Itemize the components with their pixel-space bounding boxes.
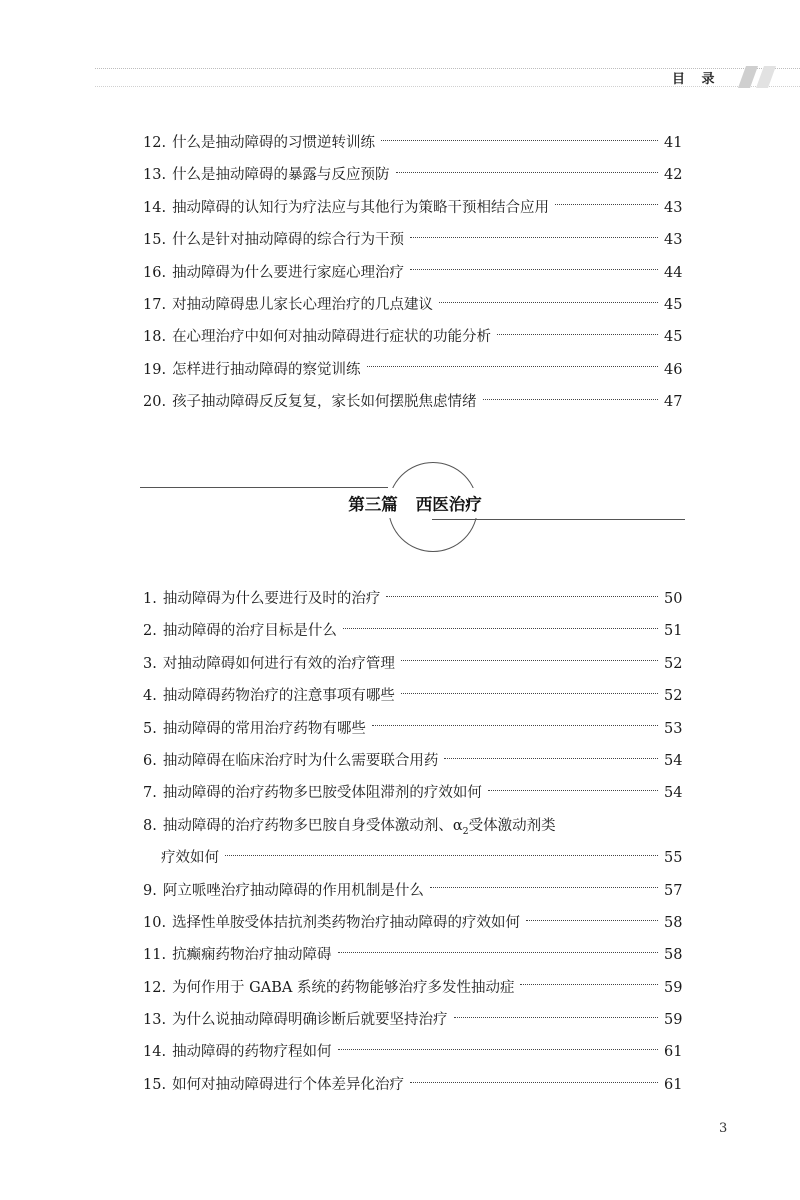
entry-number: 10. xyxy=(143,914,167,931)
entry-number: 15. xyxy=(143,232,167,249)
toc-entry[interactable] xyxy=(143,745,682,777)
leader-dots xyxy=(410,269,658,270)
entry-page: 52 xyxy=(664,655,683,672)
entry-number: 18. xyxy=(143,329,167,346)
entry-title: 抽动障碍的认知行为疗法应与其他行为策略干预相结合应用 xyxy=(172,199,550,216)
entry-title: 抽动障碍的常用治疗药物有哪些 xyxy=(162,720,366,737)
entry-title: 疗效如何 xyxy=(161,850,219,867)
part-number: 第三篇 xyxy=(348,495,398,514)
leader-dots xyxy=(367,366,658,367)
toc-entry[interactable] xyxy=(143,1036,682,1068)
leader-dots xyxy=(401,660,658,661)
leader-dots xyxy=(520,984,658,985)
entry-title: 怎样进行抽动障碍的察觉训练 xyxy=(172,361,361,378)
entry-title: 抽动障碍药物治疗的注意事项有哪些 xyxy=(162,688,395,705)
entry-title: 抽动障碍的治疗目标是什么 xyxy=(162,623,337,640)
entry-number: 13. xyxy=(143,167,167,184)
entry-title: 阿立哌唑治疗抽动障碍的作用机制是什么 xyxy=(162,882,424,899)
leader-dots xyxy=(444,758,658,759)
leader-dots xyxy=(225,855,658,856)
leader-dots xyxy=(454,1017,658,1018)
entry-number: 20. xyxy=(143,394,167,411)
leader-dots xyxy=(372,725,658,726)
entry-number: 5. xyxy=(143,720,157,737)
entry-page: 61 xyxy=(664,1044,683,1061)
entry-title: 对抽动障碍如何进行有效的治疗管理 xyxy=(162,655,395,672)
toc-entry[interactable] xyxy=(143,127,682,159)
entry-title: 抽动障碍在临床治疗时为什么需要联合用药 xyxy=(162,752,439,769)
entry-number: 15. xyxy=(143,1076,167,1093)
part-title xyxy=(320,488,510,518)
entry-page: 43 xyxy=(664,232,683,249)
toc-entry[interactable] xyxy=(143,875,682,907)
entry-page: 59 xyxy=(664,1012,683,1029)
toc-entry[interactable] xyxy=(143,224,682,256)
entry-number: 17. xyxy=(143,296,167,313)
toc-entry[interactable] xyxy=(143,321,682,353)
toc-entry[interactable] xyxy=(143,777,682,809)
entry-number: 2. xyxy=(143,623,157,640)
entry-title: 为什么说抽动障碍明确诊断后就要坚持治疗 xyxy=(172,1012,448,1029)
toc-entry[interactable] xyxy=(143,159,682,191)
leader-dots xyxy=(526,920,658,921)
entry-page: 58 xyxy=(664,947,683,964)
header-stripe xyxy=(738,66,758,88)
entry-title: 对抽动障碍患儿家长心理治疗的几点建议 xyxy=(172,296,434,313)
leader-dots xyxy=(338,1049,658,1050)
page-number: 3 xyxy=(719,1121,728,1136)
leader-dots xyxy=(396,172,658,173)
entry-title-part: 抽动障碍的治疗药物多巴胺自身受体激动剂、α xyxy=(162,817,463,834)
entry-number: 7. xyxy=(143,785,157,802)
toc-entry[interactable] xyxy=(143,907,682,939)
entry-title: 抽动障碍为什么要进行及时的治疗 xyxy=(162,591,381,607)
leader-dots xyxy=(410,1082,658,1083)
entry-number: 11. xyxy=(143,947,167,964)
entry-page: 61 xyxy=(664,1076,683,1093)
toc-entry[interactable] xyxy=(143,354,682,386)
leader-dots xyxy=(483,399,658,400)
toc-entry[interactable] xyxy=(143,1004,682,1036)
entry-page: 41 xyxy=(664,135,683,151)
leader-dots xyxy=(439,302,658,303)
toc-entry[interactable] xyxy=(143,583,682,615)
running-header-title: 目 录 xyxy=(672,71,721,87)
entry-page: 43 xyxy=(664,199,683,216)
entry-page: 45 xyxy=(664,296,683,313)
entry-number: 13. xyxy=(143,1012,167,1029)
entry-title: 选择性单胺受体拮抗剂类药物治疗抽动障碍的疗效如何 xyxy=(172,914,521,931)
part-heading xyxy=(140,458,685,558)
entry-title: 什么是抽动障碍的暴露与反应预防 xyxy=(172,167,390,184)
entry-title: 为何作用于 GABA 系统的药物能够治疗多发性抽动症 xyxy=(172,979,515,996)
entry-number: 3. xyxy=(143,655,157,672)
entry-number: 14. xyxy=(143,1044,167,1061)
toc-entry[interactable] xyxy=(143,192,682,224)
entry-title: 抽动障碍的治疗药物多巴胺受体阻滞剂的疗效如何 xyxy=(162,785,482,802)
leader-dots xyxy=(410,237,658,238)
toc-section-b xyxy=(143,583,682,1101)
toc-entry[interactable] xyxy=(143,648,682,680)
entry-title: 什么是针对抽动障碍的综合行为干预 xyxy=(172,232,405,249)
entry-number: 9. xyxy=(143,882,157,899)
entry-title xyxy=(163,810,556,848)
entry-page: 54 xyxy=(664,752,683,769)
leader-dots xyxy=(488,790,658,791)
toc-entry[interactable] xyxy=(143,680,682,712)
entry-page: 51 xyxy=(664,623,683,640)
entry-title-part: 受体激动剂类 xyxy=(468,817,556,834)
entry-number: 14. xyxy=(143,199,167,216)
entry-page: 54 xyxy=(664,785,683,802)
entry-number: 12. xyxy=(143,135,167,151)
entry-page: 55 xyxy=(664,850,683,867)
entry-page: 42 xyxy=(664,167,683,184)
leader-dots xyxy=(497,334,658,335)
entry-number: 19. xyxy=(143,361,167,378)
toc-entry[interactable] xyxy=(143,615,682,647)
toc-entry[interactable] xyxy=(143,257,682,289)
part-name: 西医治疗 xyxy=(415,495,482,514)
entry-page: 59 xyxy=(664,979,683,996)
leader-dots xyxy=(343,628,658,629)
heading-rule-right xyxy=(432,519,685,520)
toc-entry[interactable] xyxy=(143,810,682,842)
entry-number: 12. xyxy=(143,979,167,996)
leader-dots xyxy=(555,204,658,205)
entry-page: 52 xyxy=(664,688,683,705)
leader-dots xyxy=(386,596,658,597)
entry-number: 8. xyxy=(143,817,157,834)
toc-section-a xyxy=(143,127,682,419)
entry-page: 44 xyxy=(664,264,683,281)
entry-page: 53 xyxy=(664,720,683,737)
leader-dots xyxy=(430,887,658,888)
entry-title: 如何对抽动障碍进行个体差异化治疗 xyxy=(172,1076,405,1093)
toc-entry[interactable] xyxy=(143,386,682,418)
entry-page: 45 xyxy=(664,329,683,346)
entry-number: 4. xyxy=(143,688,157,705)
leader-dots xyxy=(381,140,658,141)
toc-entry[interactable] xyxy=(143,713,682,745)
entry-title: 在心理治疗中如何对抽动障碍进行症状的功能分析 xyxy=(172,329,492,346)
entry-number: 16. xyxy=(143,264,167,281)
entry-page: 46 xyxy=(664,361,683,378)
toc-entry[interactable] xyxy=(143,972,682,1004)
entry-number: 6. xyxy=(143,752,157,769)
toc-entry[interactable] xyxy=(143,939,682,971)
entry-number: 1. xyxy=(143,591,157,607)
entry-page: 57 xyxy=(664,882,683,899)
entry-title: 什么是抽动障碍的习惯逆转训练 xyxy=(172,135,376,151)
header-stripe xyxy=(756,66,776,88)
entry-title-subscript: 2 xyxy=(462,825,469,837)
toc-entry[interactable] xyxy=(143,289,682,321)
entry-page: 50 xyxy=(664,591,683,607)
entry-page: 58 xyxy=(664,914,683,931)
entry-title: 抽动障碍的药物疗程如何 xyxy=(172,1044,332,1061)
entry-title: 抗癫痫药物治疗抽动障碍 xyxy=(172,947,332,964)
leader-dots xyxy=(401,693,658,694)
entry-title: 抽动障碍为什么要进行家庭心理治疗 xyxy=(172,264,405,281)
entry-page: 47 xyxy=(664,394,683,411)
entry-title: 孩子抽动障碍反反复复，家长如何摆脱焦虑情绪 xyxy=(172,394,477,411)
leader-dots xyxy=(338,952,658,953)
toc-entry[interactable] xyxy=(143,1069,682,1101)
